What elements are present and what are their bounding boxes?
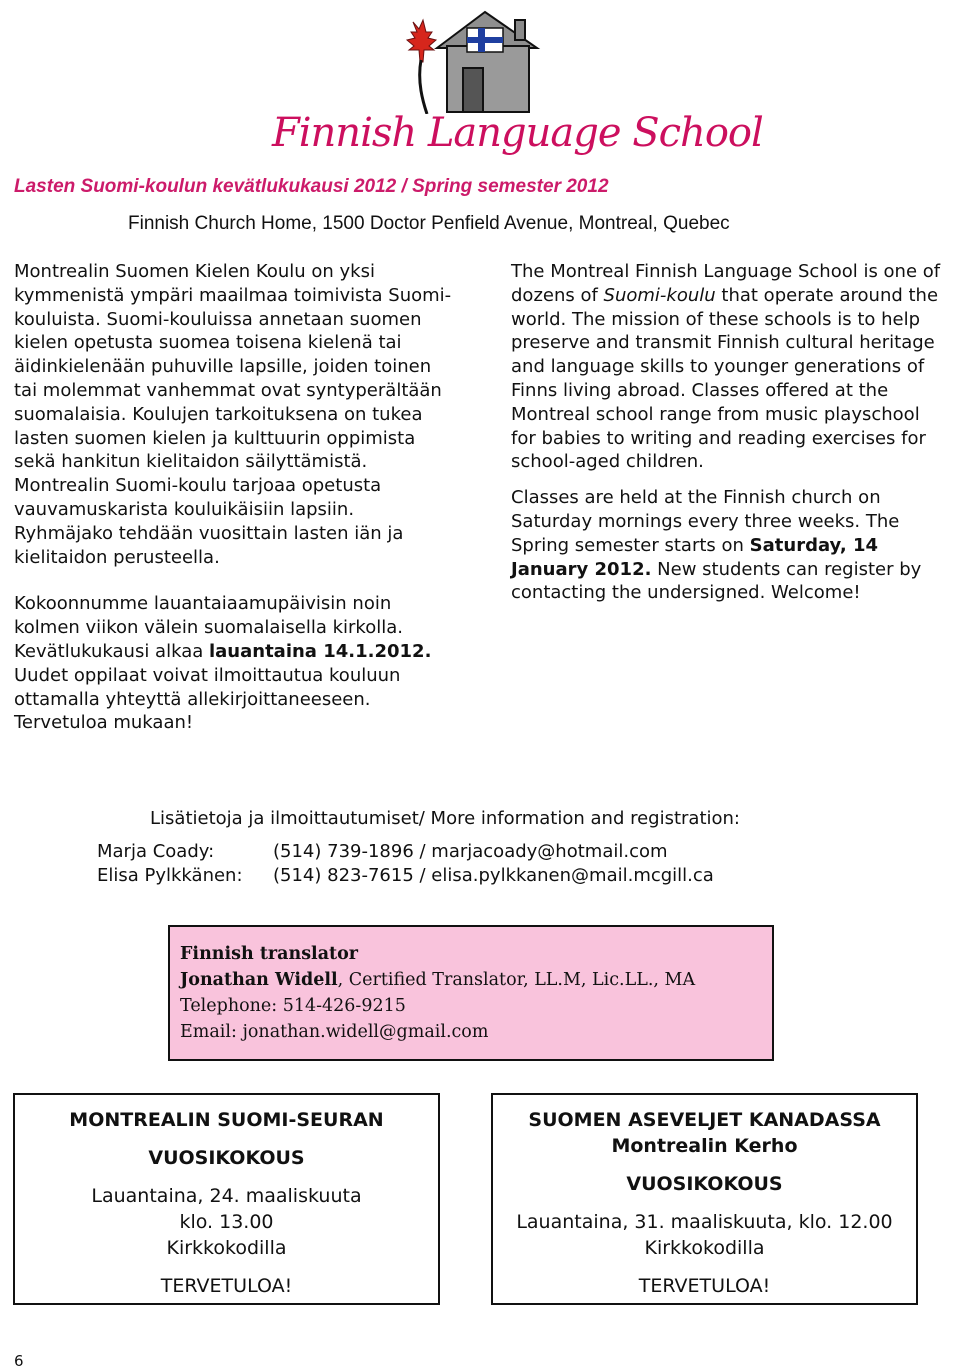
english-paragraph-1-text: The Montreal Finnish Language School is one of dozens of	[511, 261, 941, 306]
event-left-date: Lauantaina, 24. maaliskuuta	[91, 1185, 362, 1207]
event-left-line2: VUOSIKOKOUS	[148, 1147, 305, 1169]
event-right-line2: Montrealin Kerho	[611, 1135, 798, 1157]
translator-credentials: , Certified Translator, LL.M, Lic.LL., MA	[337, 970, 696, 990]
english-paragraph-2	[511, 486, 943, 605]
english-start-date: Saturday, 14 January 2012.	[511, 534, 879, 580]
finnish-paragraph-1: Montrealin Suomen Kielen Koulu on yksi kymmenistä ympäri maailmaa toimivista Suomi-kouluista. Suomi-kouluissa annetaan suomen kielen opetusta suomea toisena kielenä tai äidinkielenään puhuville lapsille, joiden toinen tai molemmat vanhemmat ovat syntyperältään suomalaisia. Koulujen tarkoituksena on tukea lasten suomen kielen ja kulttuurin oppimista sekä hankitun kielitaidon säilyttämistä. Montrealin Suomi-koulu tarjoaa opetusta vauvamuskarista kouluikäisiin lapsiin. Ryhmäjako tehdään vuosittain lasten iän ja kielitaidon perusteella.	[14, 261, 452, 568]
english-paragraph-1-tail: that operate around the world. The mission of these schools is to help preserve and transmit Finnish cultural heritage and language skills to younger generations of Finns living abroad. Classes offered at the Montreal school range from music playschool for babies to writing and reading exercises for school-aged children.	[511, 284, 939, 473]
event-left-line1: MONTREALIN SUOMI-SEURAN	[69, 1109, 384, 1131]
event-right-line3: VUOSIKOKOUS	[626, 1173, 783, 1195]
event-right-place: Kirkkokodilla	[644, 1237, 765, 1259]
english-paragraph-2-text: Classes are held at the Finnish church on Saturday mornings every three weeks. The Spring semester starts on	[511, 487, 900, 556]
maple-leaf-icon	[407, 20, 436, 114]
school-logo	[397, 2, 575, 114]
finnish-flag-icon	[467, 28, 503, 52]
event-left-welcome: TERVETULOA!	[160, 1275, 293, 1297]
finnish-column	[14, 260, 454, 735]
translator-name: Jonathan Widell	[180, 970, 338, 990]
translator-name-line	[180, 967, 772, 993]
contact-name: Elisa Pylkkänen:	[97, 865, 243, 886]
event-left-time: klo. 13.00	[179, 1211, 274, 1233]
finnish-start-date: lauantaina 14.1.2012.	[208, 640, 432, 662]
translator-heading: Finnish translator	[180, 944, 359, 964]
address-line: Finnish Church Home, 1500 Doctor Penfield Avenue, Montreal, Quebec	[128, 213, 730, 234]
english-paragraph-1	[511, 260, 943, 474]
contact-row	[97, 841, 668, 862]
suomi-koulu-term: Suomi-koulu	[603, 284, 716, 306]
event-right-date: Lauantaina, 31. maaliskuuta, klo. 12.00	[516, 1211, 893, 1233]
contact-row	[97, 865, 714, 886]
event-right-welcome: TERVETULOA!	[638, 1275, 771, 1297]
semester-subtitle: Lasten Suomi-koulun kevätlukukausi 2012 / Spring semester 2012	[14, 176, 609, 197]
page-title: Finnish Language School	[272, 110, 763, 156]
event-left-place: Kirkkokodilla	[166, 1237, 287, 1259]
event-right-line1: SUOMEN ASEVELJET KANADASSA	[528, 1109, 881, 1131]
english-column	[511, 260, 943, 605]
finnish-paragraph-2	[14, 592, 454, 735]
house-icon	[437, 12, 537, 112]
event-box-aseveljet	[491, 1093, 918, 1305]
contact-details: (514) 739-1896 / marjacoady@hotmail.com	[273, 841, 668, 862]
finnish-paragraph-2-text: Kokoonnumme lauantaiaamupäivisin noin kolmen viikon välein suomalaisella kirkolla. Kevätlukukausi alkaa	[14, 593, 403, 662]
translator-box	[168, 925, 774, 1061]
event-box-suomi-seura	[13, 1093, 440, 1305]
page-number: 6	[14, 1352, 24, 1370]
finnish-paragraph-2-tail: Uudet oppilaat voivat ilmoittautua kouluun ottamalla yhteyttä allekirjoittaneeseen. Tervetuloa mukaan!	[14, 664, 401, 734]
english-paragraph-2-tail: New students can register by contacting the undersigned. Welcome!	[511, 558, 922, 604]
contact-name: Marja Coady:	[97, 841, 215, 862]
translator-phone: Telephone: 514-426-9215	[180, 996, 406, 1016]
contact-heading: Lisätietoja ja ilmoittautumiset/ More information and registration:	[150, 808, 741, 829]
translator-email: Email: jonathan.widell@gmail.com	[180, 1022, 489, 1042]
contact-details: (514) 823-7615 / elisa.pylkkanen@mail.mcgill.ca	[273, 865, 714, 886]
